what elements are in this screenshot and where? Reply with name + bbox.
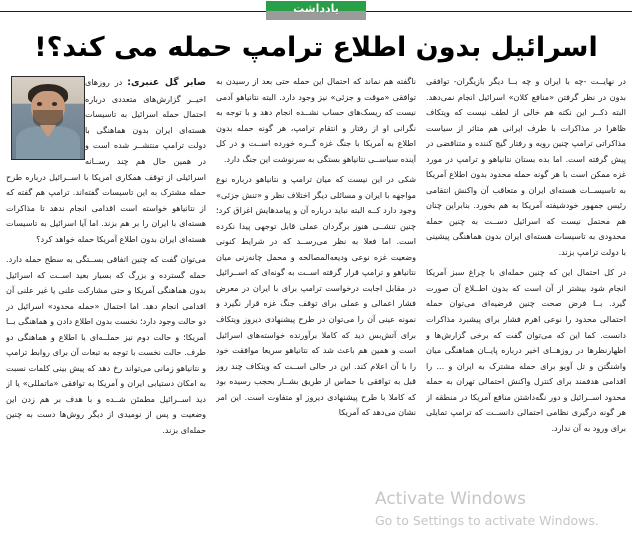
portrait-eye-left [37,102,42,105]
author-byline: صابر گل عنبری: [127,77,206,88]
article-paragraph-text: در روزهای اخیــر گزارش‌های متعددی درباره احتمال حمله اسرائیل به تاسیسات هسته‌ای ایران بدون هماهنگی با دولت ترامپ منتشــر شده است و در همین حال هم چند رســانه اسرائیلی از توقف همکاری امریکا با اســرائیل درباره طرح حمله مشترک به این تاسیسات گفته‌اند. ترامپ هم گفته که از نتانیاهو خواسته است اقدامی انجام ندهد تا مذاکرات هسته‌ای با ایران را بر هم بزند. اما آیا اسرائیل به تاسیسات هسته‌ای ایران بدون اطلاع آمریکا حمله خواهد کرد؟ [6,77,206,244]
article-paragraph: شکی در این نیست که میان ترامپ و نتانیاهو درباره نوع مواجهه با ایران و مسائلی دیگر اختلاف نظر و «تنش جزئی» وجود دارد کــه البته نباید درباره آن و پیامدهایش اغراق کرد؛ چنین تنشــی هنوز برگردان عملی قابل توجهی پیدا نکرده است. اما فعلا به نظر می‌رســد که در شرایط کنونی وضعیت غزه نوعی ودیعه‌المصالحه و محمل چانه‌زنی میان نتانیاهو و ترامپ قرار گرفته اســت به گونه‌ای که اســرائیل در مقابل اجابت درخواست ترامپ برای با ایران در معرض فشار اعمالی و عملی برای توقف جنگ غزه قرار نگیرد و نمونه عینی آن را می‌توان در طرح پیشنهادی دیروز ویتکاف برای آتش‌بس دید که کاملا برآورنده خواسته‌های اسرائیل است و همین هم باعث شد که نتانیاهو سریعا موافقت خود را با آن اعلام کند. این در حالی اســت که ویتکاف چند روز قبل به توافقی با حماس از طریق بشــار بحجب رسیده بود که کاملا با طرح پیشنهادی دیروز او متفاوت است. این امر نشان می‌دهد که آمریکا [216,174,416,418]
article-column-1 [6,74,206,545]
watermark-subtitle: Go to Settings to activate Windows. [375,513,599,529]
article-paragraph: در کل احتمال این که چنین حمله‌ای با چراغ سبز آمریکا انجام شود بیشتر از آن است که بدون اطــلاع آن صورت گیرد. بــا فرض صحت چنین فرضیه‌ای می‌توان حمله احتمالی محدود را نوعی اهرم فشار برای پیشبرد مذاکرات دانست. کما این که می‌توان گفت که برخی گزارش‌ها و اظهارنظرها در روزهــای اخیر درباره پایــان هماهنگی میان واشنگتن و تل آویو برای حمله مشترک به ایران و ... را اقدامی هدفمند برای کنترل واکنش احتمالی تهران به حمله محدود اســرائیل و دور نگه‌داشتن منافع آمریکا در منطقه از هر گونه درگیری نظامی احتمالی دانســت که ترامپ تمایلی برای ورود به آن ندارد. [426,267,626,433]
article-paragraph: ناگفته هم نماند که احتمال این حمله حتی بعد از رسیدن به توافقی «موقت و جزئی» نیز وجود دارد. البته نتانیاهو آدمی نیست که ریسک‌های حساب نشــده انجام دهد و با توجه به نگرانی او از رفتار و انتقام ترامپ، هر گونه حمله بدون اطلاع به آمریکا با جنگ غزه گــره خورده اســت و در کل آینده سیاســی نتانیاهو بستگی به سرنوشت این جنگ دارد. [216,76,416,164]
section-kicker-badge [266,1,366,20]
article-paragraph: در نهایــت -چه با ایران و چه بــا دیگر بازیگران- توافقی بدون در نظر گرفتن «منافع کلان» اسرائیل انجام نمی‌دهد. البته ذکــر این نکته هم خالی از لطف نیست که ویتکاف ظاهرا در مذاکرات با طرف ایرانی هم متاثر از سیاست مذاکراتی ترامپ چنین رویه و رفتار گیج کننده و متناقضی در پیش گرفته است. اما بده بستان نتانیاهو و ترامپ در مورد غزه ممکن است با هر گونه حمله محدود بدون اطلاع آمریکا به تاسیســات هسته‌ای ایران و متعاقب آن واکنش انتقامی رئیس جمهور خودشیفته آمریکا به هم بخورد. بنابراین چنان هم محتمل نیست که اسرائیل دســت به چنین حمله محدودی به تاسیسات هسته‌ای ایران بدون هماهنگی پیشینی با دولت ترامپ بزند. [426,76,626,257]
page-topbar [0,0,632,22]
author-portrait [11,76,85,160]
watermark-title: Activate Windows [375,489,526,509]
article-column-2 [216,74,416,545]
article-body [6,74,626,545]
page-title: اسرائیل بدون اطلاع ترامپ حمله می کند؟! [34,32,598,63]
article-paragraph: می‌توان گفت که چنین اتفاقی بســتگی به سطح حمله دارد. حمله گسترده و بزرگ که بسیار بعید اســت که اسرائیل بدون هماهنگی آمریکا و حتی مشارکت علنی یا غیر علنی آن اقدامی انجام دهد. اما احتمال «حمله محدود» اسرائیل در دو حالت وجود دارد؛ نخست بدون اطلاع دادن و هماهنگی بــا آمریکا؛ و حالت دوم نیز حملــه‌ای با اطلاع و هماهنگی دو طرف. حالت نخست با توجه به تبعات آن برای روابط ترامپ و نتانیاهو زمانی می‌تواند رخ دهد که پیش بینی کلمات نسبت به امکان دستیابی ایران و آمریکا به توافقی «ماتمللی» یا از دید اســرائیل مطمئن شــده و با هدف بر هم زدن این وضعیت و پس از نومیدی از دیگر روش‌ها دست به چنین حمله‌ای بزند. [6,254,206,435]
portrait-eye-right [52,102,57,105]
section-kicker-label: یادداشت [293,2,339,15]
article-column-3 [426,74,626,545]
